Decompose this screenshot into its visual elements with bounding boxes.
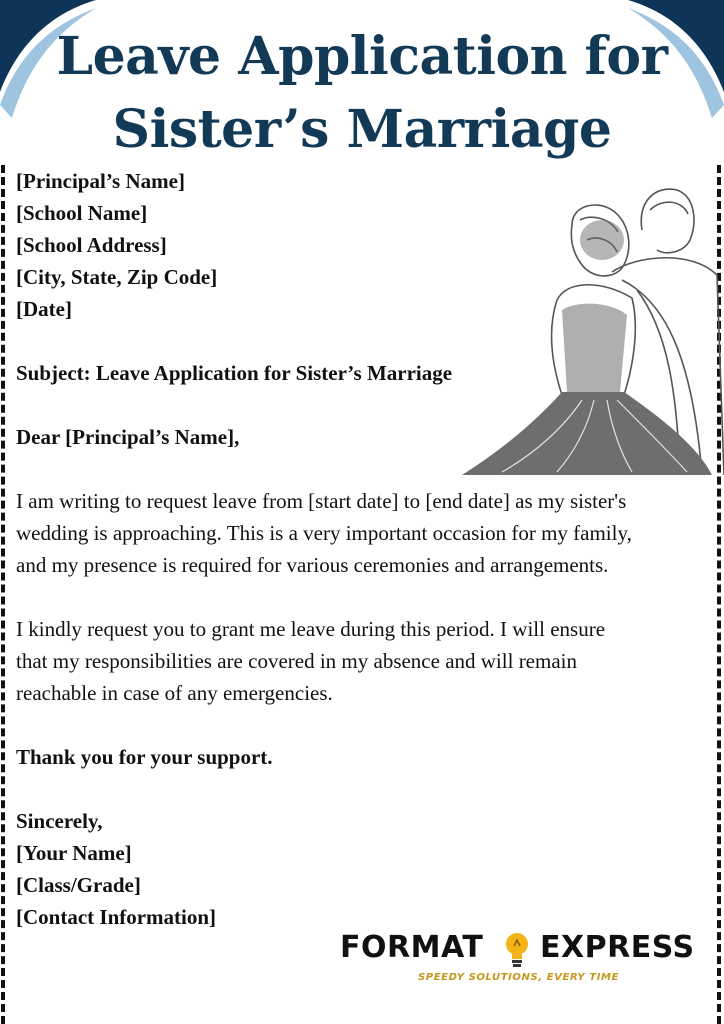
city-state-zip: [City, State, Zip Code] <box>16 265 218 289</box>
school-address: [School Address] <box>16 233 167 257</box>
dashed-border-left <box>1 165 5 1024</box>
lightbulb-icon <box>502 930 532 970</box>
closing-word: Sincerely, <box>16 809 103 833</box>
sender-name: [Your Name] <box>16 841 132 865</box>
paragraph-1 <box>16 485 716 581</box>
recipient-name: [Principal’s Name] <box>16 169 185 193</box>
signature-block <box>16 805 716 933</box>
title-line-1: Leave Application for <box>56 26 668 87</box>
letter-date: [Date] <box>16 297 72 321</box>
logo-tagline: SPEEDY SOLUTIONS, EVERY TIME <box>418 972 620 983</box>
title-line-2: Sister’s Marriage <box>112 99 612 160</box>
thank-you-line: Thank you for your support. <box>16 745 273 769</box>
address-block <box>16 165 716 325</box>
paragraph-2-line-2: that my responsibilities are covered in my absence and will remain <box>16 649 577 673</box>
paragraph-1-line-2: wedding is approaching. This is a very important occasion for my family, <box>16 521 632 545</box>
school-name: [School Name] <box>16 201 148 225</box>
subject-line: Subject: Leave Application for Sister’s Marriage <box>16 361 453 385</box>
paragraph-1-line-3: and my presence is required for various ceremonies and arrangements. <box>16 553 609 577</box>
paragraph-2-line-3: reachable in case of any emergencies. <box>16 681 333 705</box>
paragraph-2 <box>16 613 716 709</box>
paragraph-1-line-1: I am writing to request leave from [start date] to [end date] as my sister's <box>16 489 627 513</box>
logo-word-express: EXPRESS <box>540 930 695 965</box>
format-express-logo <box>340 928 700 990</box>
salutation: Dear [Principal’s Name], <box>16 425 240 449</box>
sender-class: [Class/Grade] <box>16 873 141 897</box>
paragraph-2-line-1: I kindly request you to grant me leave during this period. I will ensure <box>16 617 606 641</box>
sender-contact: [Contact Information] <box>16 905 217 929</box>
page-title <box>0 20 724 166</box>
logo-word-format: FORMAT <box>340 930 484 965</box>
letter-body <box>16 165 716 933</box>
